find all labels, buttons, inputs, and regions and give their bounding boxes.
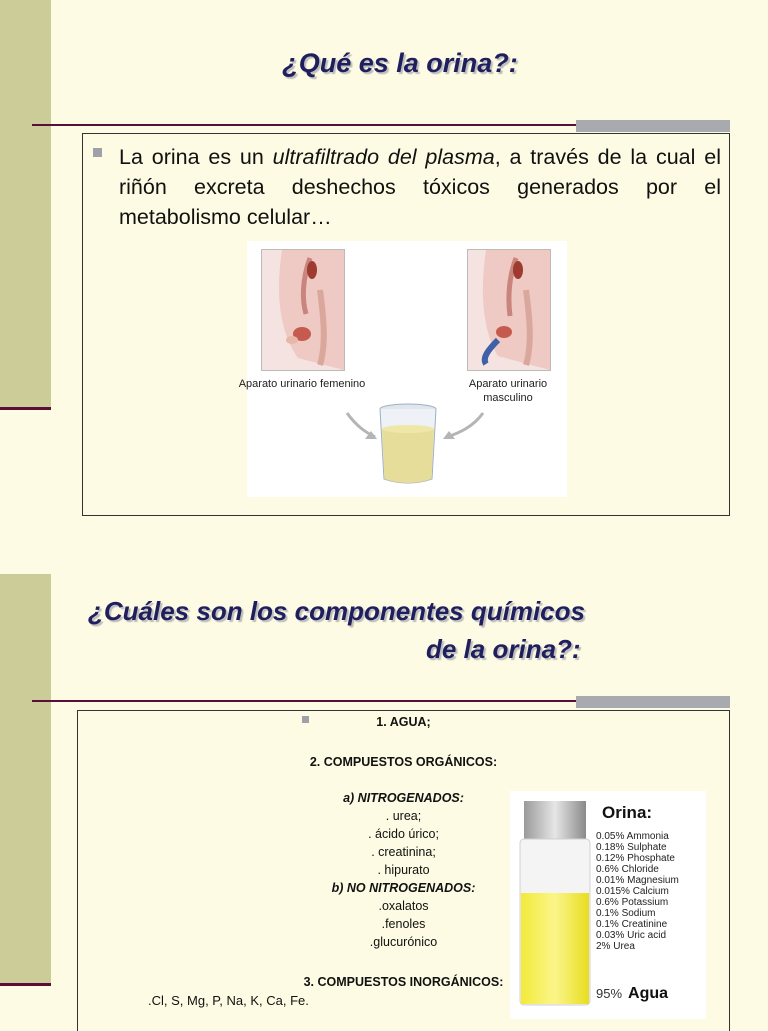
sidebar-divider (0, 407, 51, 410)
list-item: . urea; (385, 809, 422, 823)
intro-text-end: , a través de la cual el riñón excreta deshechos tóxicos generados por el metabolismo celular… (119, 145, 721, 229)
caption-male: Aparato urinario masculino (468, 378, 548, 404)
slide-title-line1: ¿Cuáles son los componentes químicos (88, 596, 585, 626)
content-box (82, 133, 730, 516)
intro-paragraph (119, 142, 721, 232)
composition-item: 0.01% Magnesium (596, 875, 679, 886)
composition-item: 0.12% Phosphate (596, 853, 675, 864)
content-box (77, 710, 730, 1031)
sub-non-nitrogenated: b) NO NITROGENADOS: (331, 881, 476, 895)
slide-chemical-components (0, 574, 768, 1024)
list-item: . creatinina; (371, 845, 436, 859)
section-inorganic: 3. COMPUESTOS INORGÁNICOS: (303, 975, 504, 989)
water-percent-value: 95% (596, 986, 623, 1001)
water-label: Agua (628, 985, 669, 1002)
composition-item: 0.6% Chloride (596, 864, 659, 875)
composition-item: 2% Urea (596, 941, 635, 952)
slide-title-line2: de la orina?: (426, 634, 581, 664)
composition-item: 0.18% Sulphate (596, 842, 667, 853)
slide-gap (0, 530, 768, 574)
intro-text: La orina es un (119, 145, 273, 169)
sidebar-band (0, 574, 51, 984)
intro-emphasis: ultrafiltrado del plasma (272, 145, 495, 169)
bullet-icon (93, 148, 102, 157)
sample-tube-icon (518, 801, 594, 1013)
composition-item: 0.03% Uric acid (596, 930, 667, 941)
section-water: 1. AGUA; (376, 715, 431, 729)
inorganic-ions: .Cl, S, Mg, P, Na, K, Ca, Fe. (148, 993, 309, 1008)
list-item: .fenoles (381, 917, 426, 931)
urinary-system-illustration (238, 241, 567, 497)
urine-sample-cup-icon (377, 403, 439, 487)
list-item: . ácido úrico; (368, 827, 439, 841)
composition-item: 0.015% Calcium (596, 886, 669, 897)
sub-nitrogenated: a) NITROGENADOS: (343, 791, 464, 805)
caption-female: Aparato urinario femenino (238, 378, 366, 390)
urine-composition-card (510, 791, 706, 1019)
title-rule-accent (576, 696, 730, 708)
composition-item: 0.05% Ammonia (596, 831, 669, 842)
water-percentage (596, 985, 668, 1003)
list-item: . hipurato (377, 863, 430, 877)
list-item: .oxalatos (378, 899, 429, 913)
slide-title: ¿Qué es la orina?: (282, 48, 518, 78)
list-item: .glucurónico (369, 935, 438, 949)
title-rule-accent (576, 120, 730, 132)
composition-title: Orina: (602, 803, 653, 822)
composition-item: 0.1% Creatinine (596, 919, 668, 930)
composition-item: 0.6% Potassium (596, 897, 669, 908)
section-organic: 2. COMPUESTOS ORGÁNICOS: (309, 755, 498, 769)
sidebar-divider (0, 983, 51, 986)
composition-item: 0.1% Sodium (596, 908, 656, 919)
composition-list (596, 831, 679, 952)
